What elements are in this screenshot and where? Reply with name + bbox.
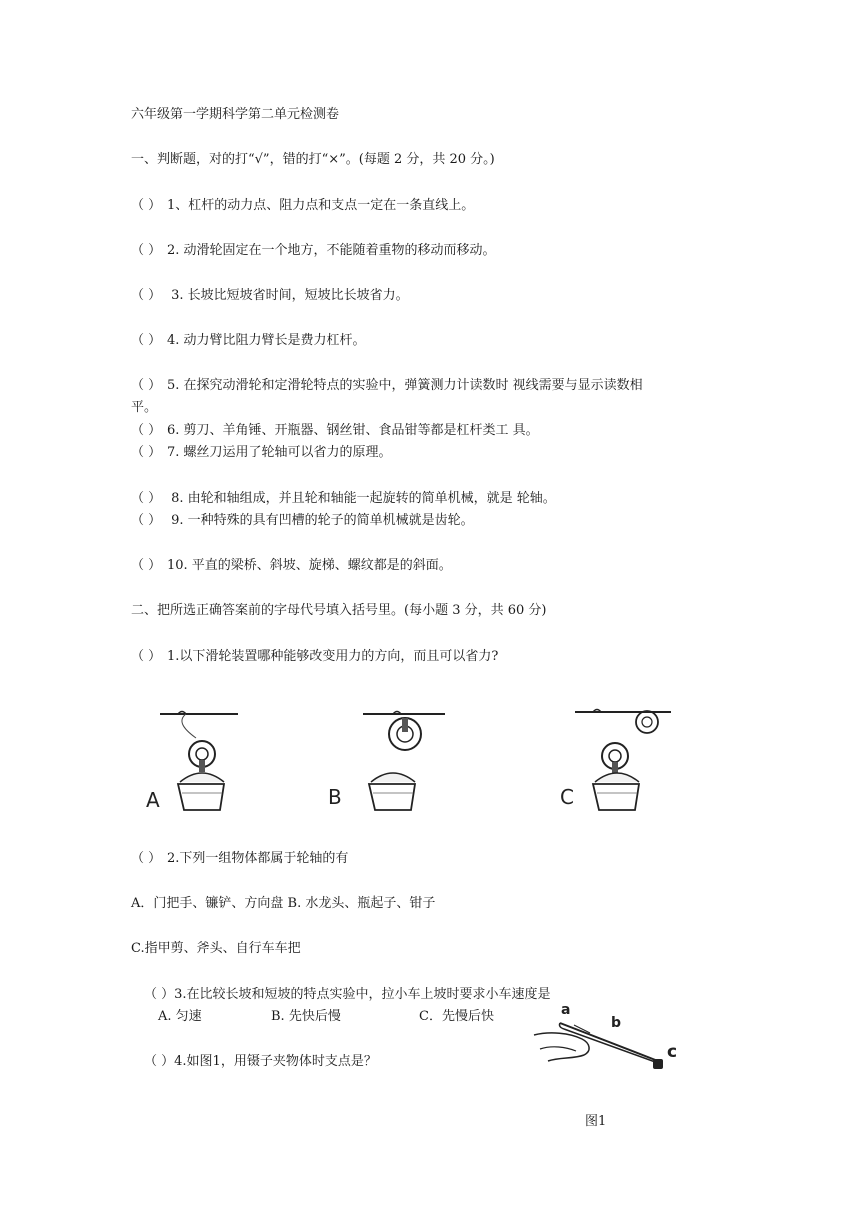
page-title: 六年级第一学期科学第二单元检测卷 <box>131 107 340 122</box>
answer-blank[interactable]: （ ） <box>144 987 175 1002</box>
judge-item-2 <box>131 243 496 259</box>
judge-item-5-continued: 平。 <box>131 400 158 415</box>
pulley-figure-c <box>565 698 680 818</box>
answer-blank[interactable]: （ ） <box>131 198 162 213</box>
pulley-figure-b <box>345 698 460 818</box>
answer-blank[interactable]: （ ） <box>131 243 162 258</box>
judge-item-5 <box>131 378 643 394</box>
tweezers-label-b: b <box>611 1015 622 1031</box>
answer-blank[interactable]: （ ） <box>131 558 162 573</box>
pulley-label-b: B <box>328 785 342 809</box>
item-text: 3. 长坡比短坡省时间，短坡比长坡省力。 <box>167 288 409 303</box>
judge-item-3 <box>131 288 409 304</box>
choice-q2-options-1: A．门把手、镰铲、方向盘 B. 水龙头、瓶起子、钳子 <box>131 896 436 911</box>
choice-q2 <box>131 851 348 867</box>
judge-item-6 <box>131 423 539 439</box>
item-text: 4. 动力臂比阻力臂长是费力杠杆。 <box>167 333 366 348</box>
pulley-label-a: A <box>146 788 160 812</box>
option-a: A. 匀速 <box>158 1009 202 1024</box>
figure-caption: 图1 <box>585 1114 607 1129</box>
answer-blank[interactable]: （ ） <box>144 1054 175 1069</box>
item-text: 9. 一种特殊的具有凹槽的轮子的简单机械就是齿轮。 <box>167 513 474 528</box>
question-text: 1.以下滑轮装置哪种能够改变用力的方向，而且可以省力? <box>167 649 499 664</box>
answer-blank[interactable]: （ ） <box>131 649 162 664</box>
section1-heading: 一、判断题，对的打“√”，错的打“×”。(每题 2 分，共 20 分。) <box>131 152 495 167</box>
judge-item-10 <box>131 558 452 574</box>
choice-q3-options <box>158 1009 494 1025</box>
choice-q1 <box>131 649 498 665</box>
item-text: 7. 螺丝刀运用了轮轴可以省力的原理。 <box>167 445 392 460</box>
item-text: 8. 由轮和轴组成，并且轮和轴能一起旋转的简单机械，就是 轮轴。 <box>167 491 556 506</box>
answer-blank[interactable]: （ ） <box>131 378 162 393</box>
item-text: 10. 平直的梁桥、斜坡、旋梯、螺纹都是的斜面。 <box>167 558 452 573</box>
answer-blank[interactable]: （ ） <box>131 445 162 460</box>
option-b: B. 先快后慢 <box>271 1009 341 1024</box>
item-text: 1、杠杆的动力点、阻力点和支点一定在一条直线上。 <box>167 198 475 213</box>
answer-blank[interactable]: （ ） <box>131 851 162 866</box>
option-c: C．先慢后快 <box>419 1009 494 1024</box>
judge-item-8 <box>131 491 556 507</box>
item-text: 5. 在探究动滑轮和定滑轮特点的实验中，弹簧测力计读数时 视线需要与显示读数相 <box>167 378 643 393</box>
choice-q3 <box>144 987 551 1003</box>
answer-blank[interactable]: （ ） <box>131 513 162 528</box>
pulley-label-c: C <box>560 785 574 809</box>
choice-q4 <box>144 1054 377 1070</box>
judge-item-1 <box>131 198 474 214</box>
tweezers-figure <box>530 1005 690 1085</box>
answer-blank[interactable]: （ ） <box>131 491 162 506</box>
question-text: 4.如图1，用镊子夹物体时支点是？ <box>174 1054 377 1069</box>
question-text: 2.下列一组物体都属于轮轴的有 <box>167 851 349 866</box>
question-text: 3.在比较长坡和短坡的特点实验中，拉小车上坡时要求小车速度是 <box>174 987 551 1002</box>
section2-heading: 二、把所选正确答案前的字母代号填入括号里。(每小题 3 分，共 60 分) <box>131 603 547 618</box>
tweezers-label-c: c <box>667 1042 678 1062</box>
judge-item-7 <box>131 445 392 461</box>
item-text: 6. 剪刀、羊角锤、开瓶器、钢丝钳、食品钳等都是杠杆类工 具。 <box>167 423 539 438</box>
answer-blank[interactable]: （ ） <box>131 423 162 438</box>
answer-blank[interactable]: （ ） <box>131 333 162 348</box>
choice-q2-options-2: C.指甲剪、斧头、自行车车把 <box>131 941 301 956</box>
judge-item-9 <box>131 513 474 529</box>
tweezers-label-a: a <box>561 1002 571 1018</box>
answer-blank[interactable]: （ ） <box>131 288 162 303</box>
judge-item-4 <box>131 333 366 349</box>
item-text: 2. 动滑轮固定在一个地方，不能随着重物的移动而移动。 <box>167 243 496 258</box>
